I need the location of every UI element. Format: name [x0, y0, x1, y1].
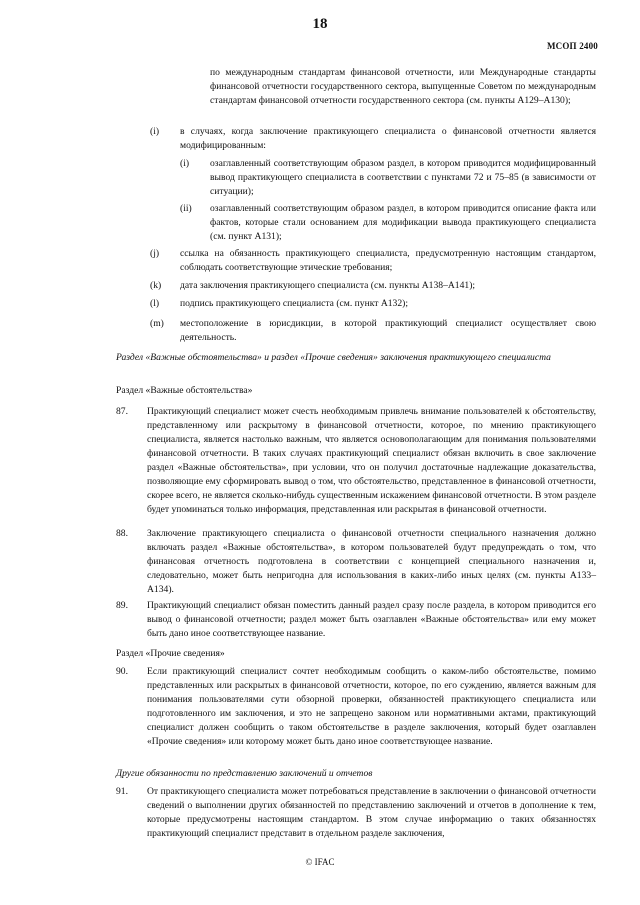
para-90-number: 90. [116, 666, 128, 677]
page-number: 18 [312, 16, 328, 32]
para-89-number: 89. [116, 600, 128, 611]
item-i-sub1-label: (i) [180, 158, 190, 169]
item-l-label: (l) [150, 298, 160, 309]
item-i-label: (i) [150, 126, 160, 137]
section-heading: Раздел «Важные обстоятельства» и раздел «Прочие сведения» заключения практикующего специалиста [116, 352, 551, 363]
item-j-text: ссылка на обязанность практикующего специалиста, предусмотренную настоящим стандартом, соблюдать соответствующие этические требования; [180, 248, 596, 273]
para-87-number: 87. [116, 406, 128, 417]
para-90-text: Если практикующий специалист сочтет необходимым сообщить о каком-либо обстоятельстве, помимо представленных или раскрытых в финансовой отчетности, которое, по его суждению, является важным для понимания пользователями сути обзорной проверки, обязанностей практикующего специалиста или подготовленного им заключения, и это не запрещено законом или нормативными актами, практикующий специалист должен сообщить о таком обстоятельстве в разделе заключения, который будет озаглавлен «Прочие сведения» или которому может быть дано иное соответствующее название. [147, 666, 596, 747]
item-i-text: в случаях, когда заключение практикующего специалиста о финансовой отчетности является модифицированным: [180, 126, 596, 151]
footer-copyright: © IFAC [305, 857, 335, 867]
item-i-sub2-text: озаглавленный соответствующим образом раздел, в котором приводится описание факта или фактов, которые стали основанием для модификации вывода практикующего специалиста (см. пункт А131); [210, 203, 596, 242]
section-heading-other-duties: Другие обязанности по представлению заключений и отчетов [116, 768, 373, 779]
item-j-label: (j) [150, 248, 160, 259]
subheading-other-information: Раздел «Прочие сведения» [116, 648, 225, 659]
para-87-text: Практикующий специалист может счесть необходимым привлечь внимание пользователей к обстоятельству, представленному или раскрытому в финансовой отчетности, которое, по мнению практикующего специалиста, является настолько важным, что является основополагающим для понимания пользователями финансовой отчетности. В таких случаях практикующий специалист обязан включить в свое заключение раздел «Важные обстоятельства», при условии, что он получил достаточные надлежащие доказательства, позволяющие ему сформировать вывод о том, что обстоятельство, представленное в финансовой отчетности, скорее всего, не является сколько-нибудь существенным искажением финансовой отчетности. В этом разделе будет упоминаться только информация, представленная или раскрытая в финансовой отчетности. [147, 406, 596, 515]
para-88-text: Заключение практикующего специалиста о финансовой отчетности специального назначения должно включать раздел «Важные обстоятельства», в котором пользователей будут предупреждать о том, что финансовая отчетность подготовлена в соответствии с концепцией специального назначения и, следовательно, может быть непригодна для использования в каких-либо иных целях (см. пункты А133–А134). [147, 528, 596, 595]
item-i-sub2-label: (ii) [180, 203, 192, 214]
subheading-important-matters: Раздел «Важные обстоятельства» [116, 385, 253, 396]
para-91-text: От практикующего специалиста может потребоваться представление в заключении о финансовой отчетности сведений о выполнении других обязанностей по представлению заключений и отчетов в дополнение к тем, которые предусмотрены настоящим стандартом. В этом случае информацию о таких обязанностях практикующий специалист представит в отдельном разделе заключения, [147, 786, 596, 839]
item-i-sub1-text: озаглавленный соответствующим образом раздел, в котором приводится модифицированный вывод практикующего специалиста в соответствии с пунктами 72 и 75–85 (в зависимости от ситуации); [210, 158, 596, 197]
intro-continuation: по международным стандартам финансовой отчетности, или Международные стандарты финансовой отчетности государственного сектора, выпущенные Советом по международным стандартам финансовой отчетности государственного сектора (см. пункты А129–А130); [210, 67, 596, 106]
para-88-number: 88. [116, 528, 128, 539]
para-91-number: 91. [116, 786, 128, 797]
para-89-text: Практикующий специалист обязан поместить данный раздел сразу после раздела, в котором приводится его вывод о финансовой отчетности; раздел может быть озаглавлен «Важные обстоятельства» или ему может быть дано иное соответствующее название. [147, 600, 596, 639]
item-k-text: дата заключения практикующего специалиста (см. пункты А138–А141); [180, 280, 476, 291]
standard-code: МСОП 2400 [546, 41, 598, 51]
item-m-label: (m) [150, 318, 164, 329]
item-m-text: местоположение в юрисдикции, в которой практикующий специалист осуществляет свою деятельность. [180, 318, 596, 343]
item-k-label: (k) [150, 280, 162, 291]
item-l-text: подпись практикующего специалиста (см. пункт А132); [180, 298, 409, 309]
